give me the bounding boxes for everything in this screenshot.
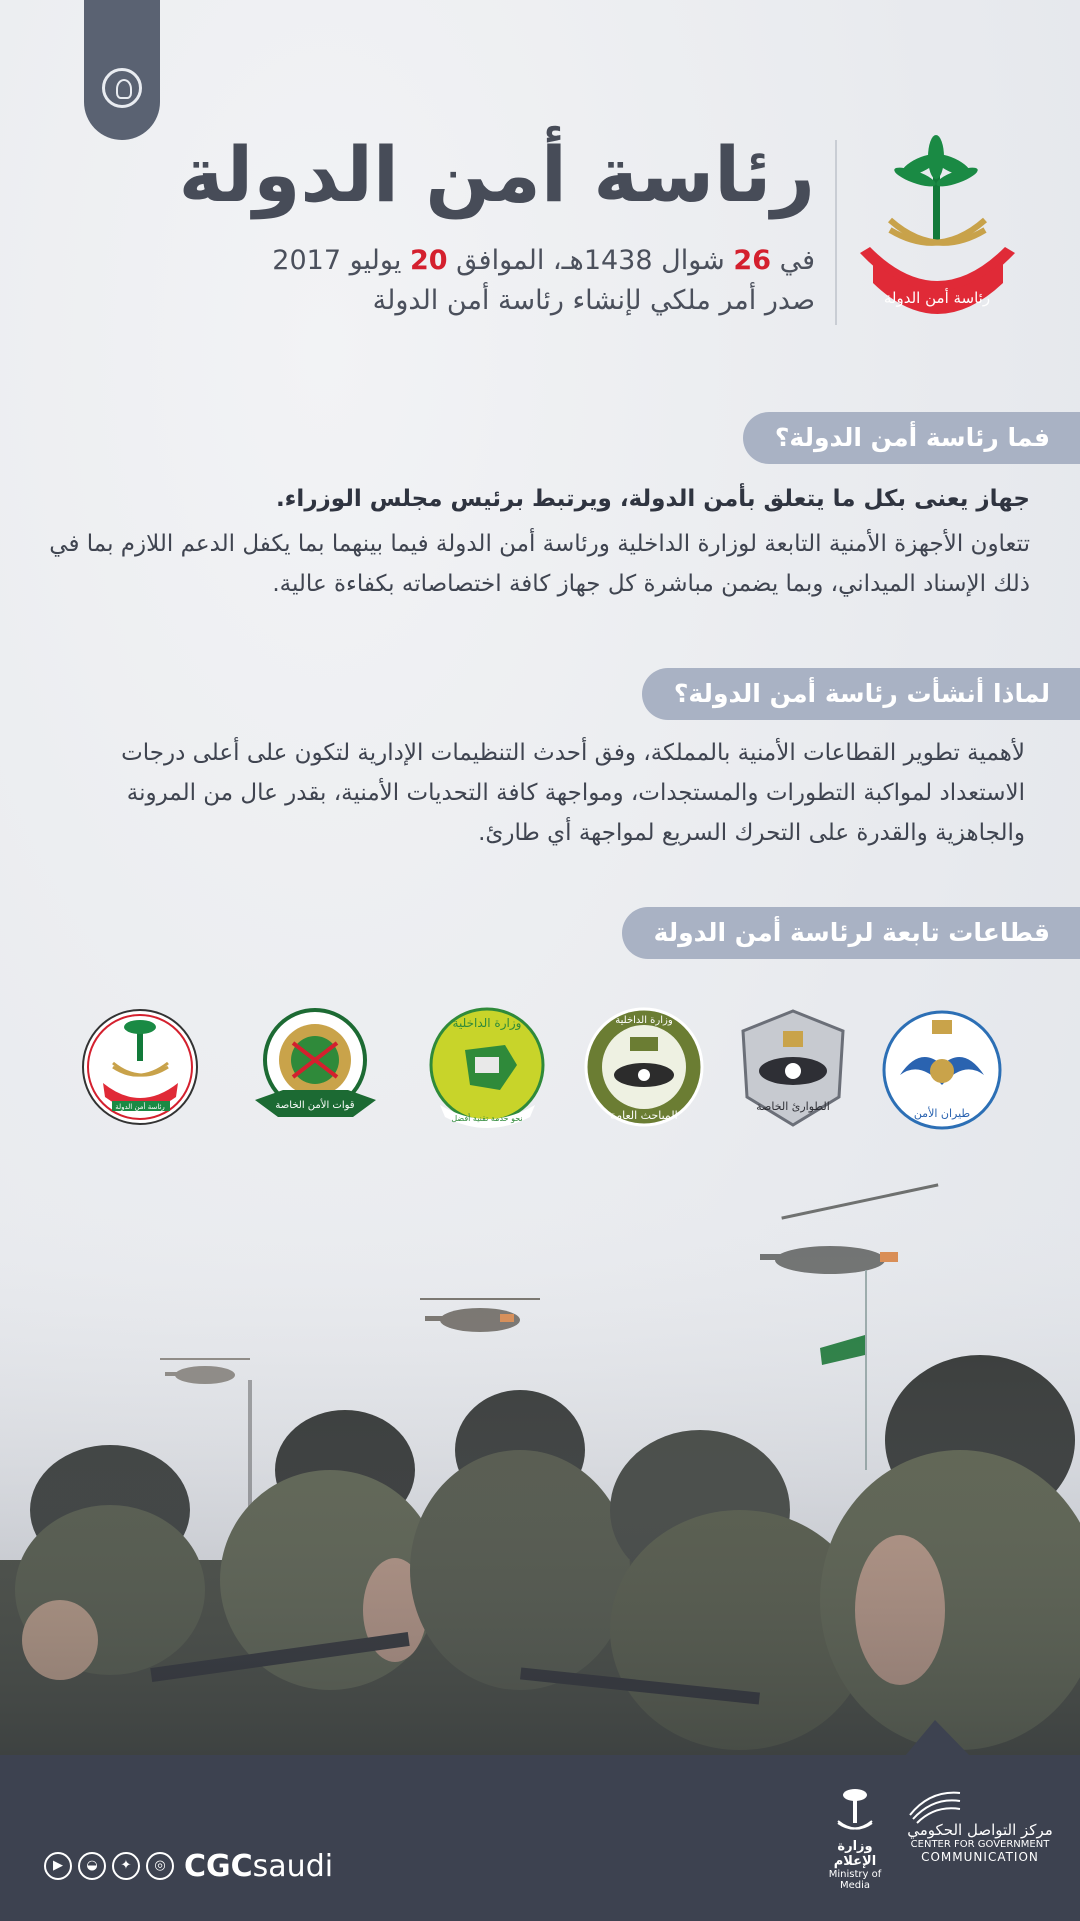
svg-text:رئاسة أمن الدولة: رئاسة أمن الدولة: [115, 1103, 165, 1111]
snapchat-icon[interactable]: ◒: [78, 1852, 106, 1880]
date-line: في 26 شوال 1438هـ، الموافق 20 يوليو 2017: [272, 245, 815, 276]
investigation-logo: [582, 1005, 707, 1130]
moi-tech-logo: [425, 1005, 550, 1130]
emergency-logo: [731, 1005, 856, 1130]
cgc-logo: مركز التواصل الحكومي CENTER FOR GOVERNMENT COMMUNICATION: [905, 1785, 1055, 1864]
social-bar: [44, 1848, 333, 1884]
title-divider: [835, 140, 837, 325]
svg-text:الطوارئ الخاصة: الطوارئ الخاصة: [756, 1100, 830, 1113]
svg-text:نحو خدمة تقنية أفضل: نحو خدمة تقنية أفضل: [451, 1114, 523, 1123]
brand-tab: [84, 0, 160, 140]
palm-swords-icon: [830, 1785, 880, 1835]
cgc-mark-icon: [905, 1785, 965, 1825]
svg-text:وزارة الداخلية: وزارة الداخلية: [452, 1016, 522, 1030]
page-title: رئاسة أمن الدولة: [178, 130, 815, 219]
section-heading-sectors: قطاعات تابعة لرئاسة أمن الدولة: [622, 907, 1080, 959]
ministry-media-logo: وزارة الإعلام Ministry of Media: [815, 1785, 895, 1891]
twitter-icon[interactable]: ✦: [112, 1852, 140, 1880]
svg-text:طيران الأمن: طيران الأمن: [913, 1107, 971, 1120]
soldiers-illustration: [0, 1180, 1080, 1756]
state-security-emblem: [855, 135, 1020, 330]
instagram-icon[interactable]: ◎: [146, 1852, 174, 1880]
section-what-lead: جهاز يعنى بكل ما يتعلق بأمن الدولة، ويرتبط برئيس مجلس الوزراء.: [275, 486, 1030, 512]
aviation-logo: [880, 1005, 1005, 1130]
section-heading-what: فما رئاسة أمن الدولة؟: [743, 412, 1080, 464]
section-heading-why: لماذا أنشأت رئاسة أمن الدولة؟: [642, 668, 1080, 720]
state-security-logo: [78, 1005, 203, 1130]
section-what-body: تتعاون الأجهزة الأمنية التابعة لوزارة الداخلية ورئاسة أمن الدولة فيما بينهما بما يكفل الدعم اللازم بما في ذلك الإسناد الميداني، وبما يضمن مباشرة كل جهاز كافة اختصاصاته بكفاءة عالية.: [49, 531, 1030, 597]
youtube-icon[interactable]: ▶: [44, 1852, 72, 1880]
social-handle[interactable]: CGCsaudi: [184, 1848, 334, 1884]
svg-text:المباحث العامة: المباحث العامة: [610, 1109, 678, 1122]
sector-logos: [0, 1005, 1080, 1145]
special-forces-logo: [253, 1005, 378, 1130]
svg-text:رئاسة أمن الدولة: رئاسة أمن الدولة: [883, 289, 991, 307]
svg-text:قوات الأمن الخاصة: قوات الأمن الخاصة: [275, 1100, 355, 1111]
decree-line: صدر أمر ملكي لإنشاء رئاسة أمن الدولة: [372, 285, 815, 316]
svg-text:وزارة الداخلية: وزارة الداخلية: [615, 1015, 673, 1026]
lightbulb-icon: [102, 68, 142, 108]
section-why-body: لأهمية تطوير القطاعات الأمنية بالمملكة، وفق أحدث التنظيمات الإدارية لتكون على أعلى درجات الاستعداد لمواكبة التطورات والمستجدات، ومواجهة كافة التحديات الأمنية، بقدر عال من المرونة والجاهزية والقدرة على التحرك السريع لمواجهة أي طارئ.: [121, 740, 1025, 846]
